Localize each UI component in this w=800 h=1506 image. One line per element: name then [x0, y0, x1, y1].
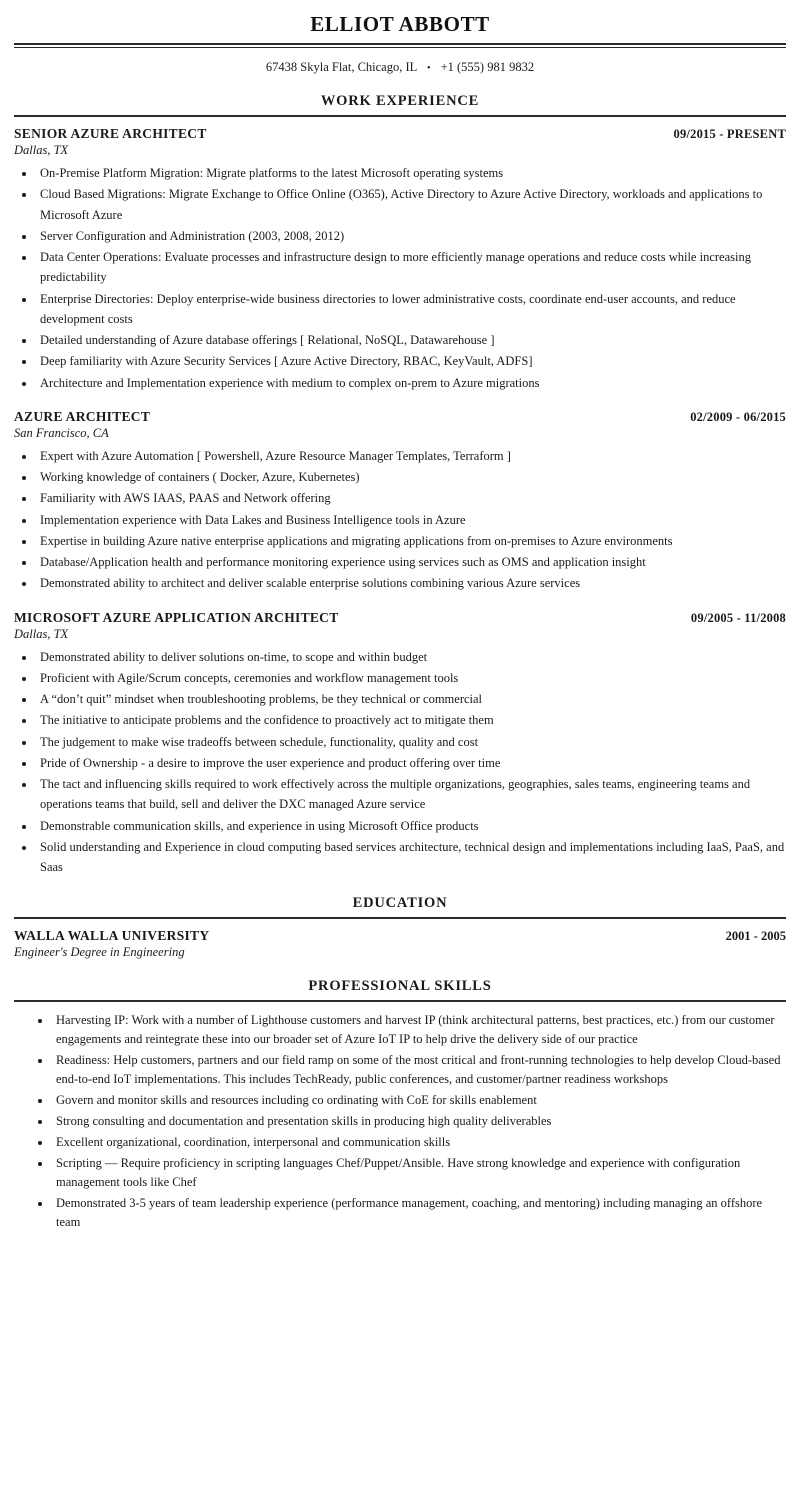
job-dates: 09/2005 - 11/2008 [690, 610, 786, 625]
list-item: • Scripting — Require proficiency in scripting languages Chef/Puppet/Ansible. Have strong knowledge and experience with configuration management tools like Chef [52, 1154, 786, 1192]
job-dates: 09/2015 - PRESENT [673, 127, 786, 141]
job-entry [14, 409, 786, 594]
list-item: • The judgement to make wise tradeoffs between schedule, functionality, quality and cost [36, 732, 786, 752]
education-school: WALLA WALLA UNIVERSITY [14, 928, 210, 944]
contact-phone: +1 (555) 981 9832 [440, 60, 535, 74]
job-bullet-list [14, 163, 786, 393]
contact-line [14, 60, 786, 75]
job-location: Dallas, TX [14, 143, 69, 157]
list-item: • Demonstrated ability to architect and deliver scalable enterprise solutions combining various Azure services [36, 573, 786, 593]
list-item: • Pride of Ownership - a desire to improve the user experience and product offering over time [36, 753, 786, 773]
job-entry [14, 126, 786, 393]
page-bottom-spacer [14, 1234, 786, 1394]
header-divider [14, 43, 786, 48]
list-item: • Deep familiarity with Azure Security Services [ Azure Active Directory, RBAC, KeyVault, ADFS] [36, 351, 786, 371]
section-heading-education: EDUCATION [352, 895, 448, 912]
list-item: • Data Center Operations: Evaluate processes and infrastructure design to more efficiently manage operations and reduce costs while increasing predictability [36, 247, 786, 288]
section-divider-education [14, 917, 786, 919]
list-item: • Solid understanding and Experience in cloud computing based services architecture, technical design and implementations including IaaS, PaaS, and Saas [36, 837, 786, 878]
list-item: • Familiarity with AWS IAAS, PAAS and Network offering [36, 488, 786, 508]
list-item: • Detailed understanding of Azure database offerings [ Relational, NoSQL, Datawarehouse ] [36, 330, 786, 350]
list-item: • Expertise in building Azure native enterprise applications and migrating applications from on-premises to Azure environments [36, 531, 786, 551]
job-location: Dallas, TX [14, 626, 69, 641]
list-item: • Server Configuration and Administration (2003, 2008, 2012) [36, 226, 786, 246]
list-item: • Cloud Based Migrations: Migrate Exchange to Office Online (O365), Active Directory to Azure Active Directory, workloads and applications to Microsoft Azure [36, 184, 786, 225]
job-dates: 02/2009 - 06/2015 [690, 409, 786, 424]
list-item: • Demonstrated 3-5 years of team leadership experience (performance management, coaching, and mentoring) including managing an offshore team [52, 1194, 786, 1232]
education-header [14, 928, 786, 944]
job-bullet-list [14, 647, 786, 878]
list-item: • Expert with Azure Automation [ Powershell, Azure Resource Manager Templates, Terraform ] [36, 446, 786, 466]
list-item: • Harvesting IP: Work with a number of Lighthouse customers and harvest IP (think architectural patterns, best practices, etc.) from our customer engagements and reintegrate these into our broader set of Azure IoT IP to help drive the delivery side of our practice [52, 1011, 786, 1049]
job-entry [14, 610, 786, 878]
education-degree: Engineer's Degree in Engineering [14, 945, 185, 960]
list-item: • Govern and monitor skills and resources including co ordinating with CoE for skills enablement [52, 1091, 786, 1110]
list-item: • Demonstrated ability to deliver solutions on-time, to scope and within budget [36, 647, 786, 667]
skills-list [14, 1011, 786, 1232]
section-heading-work-experience: WORK EXPERIENCE [320, 93, 480, 109]
section-divider-skills [14, 1000, 786, 1002]
page-title: ELLIOT ABBOTT [310, 12, 490, 36]
job-title: AZURE ARCHITECT [14, 408, 151, 424]
list-item: • A “don’t quit” mindset when troubleshooting problems, be they technical or commercial [36, 689, 786, 709]
list-item: • Architecture and Implementation experience with medium to complex on-prem to Azure migrations [36, 373, 786, 393]
list-item: • Excellent organizational, coordination, interpersonal and communication skills [52, 1133, 786, 1152]
list-item: • Working knowledge of containers ( Docker, Azure, Kubernetes) [36, 467, 786, 487]
education-dates: 2001 - 2005 [725, 929, 786, 944]
list-item: • Readiness: Help customers, partners and our field ramp on some of the most critical and front-running technologies to help develop Cloud-based end-to-end IoT implementations. This includes TechReady, public conferences, and customer/partner readiness workshops [52, 1051, 786, 1089]
list-item: • The initiative to anticipate problems and the confidence to proactively act to mitigate them [36, 710, 786, 730]
contact-separator: • [426, 62, 431, 74]
job-header [14, 126, 786, 142]
list-item: • Enterprise Directories: Deploy enterprise-wide business directories to lower administrative costs, coordinate end-user accounts, and reduce development costs [36, 289, 786, 330]
contact-address: 67438 Skyla Flat, Chicago, IL [265, 60, 417, 74]
list-item: • Proficient with Agile/Scrum concepts, ceremonies and workflow management tools [36, 668, 786, 688]
list-item: • Demonstrable communication skills, and experience in using Microsoft Office products [36, 816, 786, 836]
job-location: San Francisco, CA [14, 425, 109, 440]
job-bullet-list [14, 446, 786, 594]
list-item: • The tact and influencing skills required to work effectively across the multiple organizations, geographies, sales teams, engineering teams and operations teams that build, sell and deliver the DXC managed Azure service [36, 774, 786, 815]
job-header [14, 610, 786, 626]
list-item: • Database/Application health and performance monitoring experience using services such as OMS and application insight [36, 552, 786, 572]
job-title: MICROSOFT AZURE APPLICATION ARCHITECT [14, 609, 339, 625]
job-title: SENIOR AZURE ARCHITECT [14, 126, 207, 141]
education-entry [14, 928, 786, 960]
section-heading-skills: PROFESSIONAL SKILLS [308, 978, 492, 995]
list-item: • Strong consulting and documentation and presentation skills in producing high quality deliverables [52, 1112, 786, 1131]
list-item: • Implementation experience with Data Lakes and Business Intelligence tools in Azure [36, 510, 786, 530]
list-item: • On-Premise Platform Migration: Migrate platforms to the latest Microsoft operating systems [36, 163, 786, 183]
job-header [14, 409, 786, 425]
section-divider-work-experience [14, 115, 786, 117]
